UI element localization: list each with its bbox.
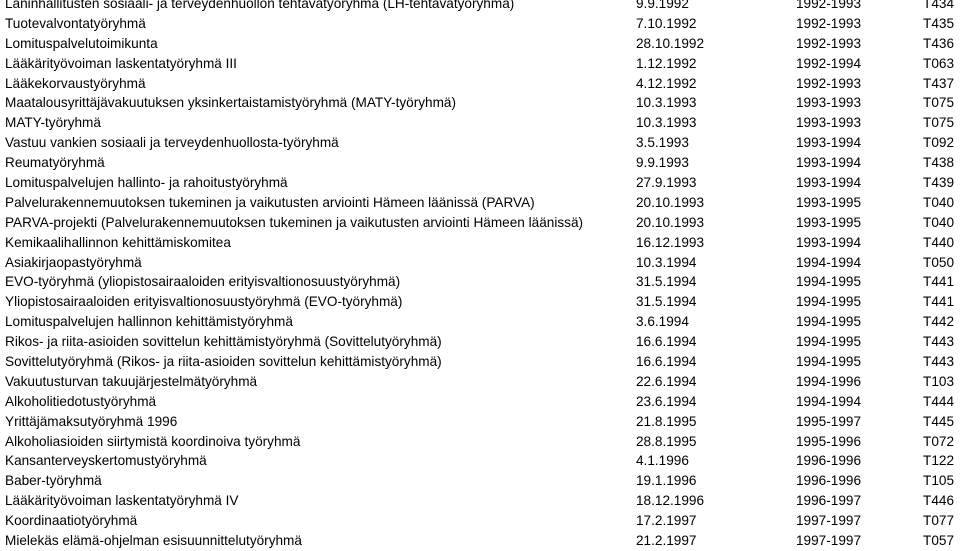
row-code: T040 bbox=[923, 214, 954, 230]
row-period: 1993-1995 bbox=[796, 194, 862, 210]
row-name: Baber-työryhmä bbox=[5, 473, 102, 489]
row-code: T441 bbox=[923, 274, 954, 290]
list-row bbox=[0, 34, 960, 54]
row-name: PARVA-projekti (Palvelurakennemuutoksen tukeminen ja vaikutusten arviointi Hämeen läänissä) bbox=[5, 214, 584, 230]
row-date: 10.3.1993 bbox=[636, 95, 697, 111]
list-row bbox=[0, 332, 960, 352]
row-period: 1992-1994 bbox=[796, 55, 862, 71]
list-row bbox=[0, 392, 960, 412]
row-name: Kemikaalihallinnon kehittämiskomitea bbox=[5, 234, 231, 250]
row-period: 1993-1994 bbox=[796, 155, 862, 171]
row-code: T444 bbox=[923, 393, 954, 409]
row-date: 22.6.1994 bbox=[636, 373, 697, 389]
row-date: 10.3.1993 bbox=[636, 115, 697, 131]
list-row bbox=[0, 471, 960, 491]
list-row bbox=[0, 491, 960, 511]
list-row bbox=[0, 74, 960, 94]
row-code: T057 bbox=[923, 533, 954, 549]
row-name: Maatalousyrittäjävakuutuksen yksinkertaistamistyöryhmä (MATY-työryhmä) bbox=[5, 95, 457, 111]
list-row bbox=[0, 352, 960, 372]
list-row bbox=[0, 213, 960, 233]
list-row bbox=[0, 193, 960, 213]
row-code: T436 bbox=[923, 35, 954, 51]
row-code: T434 bbox=[923, 0, 954, 11]
list-row bbox=[0, 173, 960, 193]
row-date: 10.3.1994 bbox=[636, 254, 697, 270]
row-name: Rikos- ja riita-asioiden sovittelun kehittämistyöryhmä (Sovittelutyöryhmä) bbox=[5, 334, 442, 350]
row-name: Lomituspalvelutoimikunta bbox=[5, 35, 158, 51]
row-date: 16.6.1994 bbox=[636, 334, 697, 350]
row-name: Lomituspalvelujen hallinto- ja rahoitustyöryhmä bbox=[5, 175, 288, 191]
list-row bbox=[0, 312, 960, 332]
row-name: Läninhallitusten sosiaali- ja terveydenhuollon tehtävätyöryhmä (LH-tehtävätyöryhmä) bbox=[5, 0, 515, 11]
row-date: 9.9.1992 bbox=[636, 0, 689, 11]
row-name: Koordinaatiotyöryhmä bbox=[5, 513, 138, 529]
row-code: T075 bbox=[923, 115, 954, 131]
row-date: 1.12.1992 bbox=[636, 55, 697, 71]
row-period: 1995-1997 bbox=[796, 413, 862, 429]
row-date: 16.12.1993 bbox=[636, 234, 705, 250]
row-name: Sovittelutyöryhmä (Rikos- ja riita-asioiden sovittelun kehittämistyöryhmä) bbox=[5, 354, 442, 370]
row-period: 1995-1996 bbox=[796, 433, 862, 449]
row-code: T446 bbox=[923, 493, 954, 509]
list-row bbox=[0, 412, 960, 432]
row-code: T072 bbox=[923, 433, 954, 449]
row-date: 28.8.1995 bbox=[636, 433, 697, 449]
row-name: Tuotevalvontatyöryhmä bbox=[5, 15, 146, 31]
row-code: T092 bbox=[923, 135, 954, 151]
row-period: 1993-1995 bbox=[796, 214, 862, 230]
row-period: 1992-1993 bbox=[796, 15, 862, 31]
row-period: 1994-1995 bbox=[796, 294, 862, 310]
row-name: EVO-työryhmä (yliopistosairaaloiden erityisvaltionosuustyöryhmä) bbox=[5, 274, 401, 290]
row-name: Alkoholitiedotustyöryhmä bbox=[5, 393, 157, 409]
row-name: Reumatyöryhmä bbox=[5, 155, 105, 171]
row-date: 21.8.1995 bbox=[636, 413, 697, 429]
row-period: 1992-1993 bbox=[796, 75, 862, 91]
row-period: 1993-1993 bbox=[796, 115, 862, 131]
row-code: T443 bbox=[923, 354, 954, 370]
row-period: 1996-1997 bbox=[796, 493, 862, 509]
row-date: 16.6.1994 bbox=[636, 354, 697, 370]
row-date: 28.10.1992 bbox=[636, 35, 705, 51]
row-code: T050 bbox=[923, 254, 954, 270]
row-code: T075 bbox=[923, 95, 954, 111]
row-name: Alkoholiasioiden siirtymistä koordinoiva työryhmä bbox=[5, 433, 301, 449]
row-name: Palvelurakennemuutoksen tukeminen ja vaikutusten arviointi Hämeen läänissä (PARVA) bbox=[5, 194, 535, 210]
row-period: 1994-1996 bbox=[796, 373, 862, 389]
row-period: 1994-1995 bbox=[796, 334, 862, 350]
row-code: T437 bbox=[923, 75, 954, 91]
list-row bbox=[0, 292, 960, 312]
row-date: 20.10.1993 bbox=[636, 214, 705, 230]
row-name: MATY-työryhmä bbox=[5, 115, 101, 131]
list-row bbox=[0, 531, 960, 551]
row-date: 7.10.1992 bbox=[636, 15, 697, 31]
list-row bbox=[0, 54, 960, 74]
list-row bbox=[0, 14, 960, 34]
list-row bbox=[0, 511, 960, 531]
row-date: 9.9.1993 bbox=[636, 155, 689, 171]
row-period: 1994-1995 bbox=[796, 354, 862, 370]
row-name: Lääkärityövoiman laskentatyöryhmä IV bbox=[5, 493, 239, 509]
row-period: 1993-1994 bbox=[796, 135, 862, 151]
row-date: 18.12.1996 bbox=[636, 493, 705, 509]
row-period: 1996-1996 bbox=[796, 473, 862, 489]
row-name: Yrittäjämaksutyöryhmä 1996 bbox=[5, 413, 178, 429]
row-code: T435 bbox=[923, 15, 954, 31]
row-code: T077 bbox=[923, 513, 954, 529]
list-row bbox=[0, 272, 960, 292]
row-period: 1997-1997 bbox=[796, 513, 862, 529]
row-date: 3.6.1994 bbox=[636, 314, 689, 330]
row-period: 1994-1995 bbox=[796, 314, 862, 330]
list-row bbox=[0, 0, 960, 14]
row-period: 1996-1996 bbox=[796, 453, 862, 469]
list-row bbox=[0, 372, 960, 392]
row-code: T040 bbox=[923, 194, 954, 210]
row-code: T443 bbox=[923, 334, 954, 350]
row-period: 1992-1993 bbox=[796, 35, 862, 51]
row-code: T445 bbox=[923, 413, 954, 429]
row-code: T105 bbox=[923, 473, 954, 489]
row-name: Lääkärityövoiman laskentatyöryhmä III bbox=[5, 55, 237, 71]
list-row bbox=[0, 93, 960, 113]
row-date: 31.5.1994 bbox=[636, 274, 697, 290]
row-code: T438 bbox=[923, 155, 954, 171]
row-code: T439 bbox=[923, 175, 954, 191]
row-period: 1994-1994 bbox=[796, 254, 862, 270]
row-name: Mielekäs elämä-ohjelman esisuunnittelutyöryhmä bbox=[5, 533, 302, 549]
row-code: T103 bbox=[923, 373, 954, 389]
list-row bbox=[0, 113, 960, 133]
row-date: 31.5.1994 bbox=[636, 294, 697, 310]
row-name: Vakuutusturvan takuujärjestelmätyöryhmä bbox=[5, 373, 258, 389]
list-row bbox=[0, 451, 960, 471]
row-date: 3.5.1993 bbox=[636, 135, 689, 151]
list-row bbox=[0, 133, 960, 153]
row-name: Yliopistosairaaloiden erityisvaltionosuustyöryhmä (EVO-työryhmä) bbox=[5, 294, 403, 310]
row-period: 1994-1995 bbox=[796, 274, 862, 290]
row-name: Lomituspalvelujen hallinnon kehittämistyöryhmä bbox=[5, 314, 293, 330]
list-row bbox=[0, 432, 960, 452]
row-period: 1993-1994 bbox=[796, 234, 862, 250]
row-date: 17.2.1997 bbox=[636, 513, 697, 529]
row-period: 1993-1993 bbox=[796, 95, 862, 111]
row-date: 4.12.1992 bbox=[636, 75, 697, 91]
row-code: T063 bbox=[923, 55, 954, 71]
row-name: Asiakirjaopastyöryhmä bbox=[5, 254, 142, 270]
row-date: 20.10.1993 bbox=[636, 194, 705, 210]
row-date: 27.9.1993 bbox=[636, 175, 697, 191]
row-period: 1993-1994 bbox=[796, 175, 862, 191]
row-period: 1992-1993 bbox=[796, 0, 862, 11]
list-row bbox=[0, 253, 960, 273]
row-code: T442 bbox=[923, 314, 954, 330]
row-name: Kansanterveyskertomustyöryhmä bbox=[5, 453, 207, 469]
row-code: T440 bbox=[923, 234, 954, 250]
row-name: Lääkekorvaustyöryhmä bbox=[5, 75, 146, 91]
row-name: Vastuu vankien sosiaali ja terveydenhuollosta-työryhmä bbox=[5, 135, 339, 151]
list-row bbox=[0, 153, 960, 173]
list-row bbox=[0, 233, 960, 253]
row-code: T441 bbox=[923, 294, 954, 310]
row-date: 4.1.1996 bbox=[636, 453, 689, 469]
row-code: T122 bbox=[923, 453, 954, 469]
row-period: 1997-1997 bbox=[796, 533, 862, 549]
row-period: 1994-1994 bbox=[796, 393, 862, 409]
row-date: 21.2.1997 bbox=[636, 533, 697, 549]
row-date: 23.6.1994 bbox=[636, 393, 697, 409]
row-date: 19.1.1996 bbox=[636, 473, 697, 489]
